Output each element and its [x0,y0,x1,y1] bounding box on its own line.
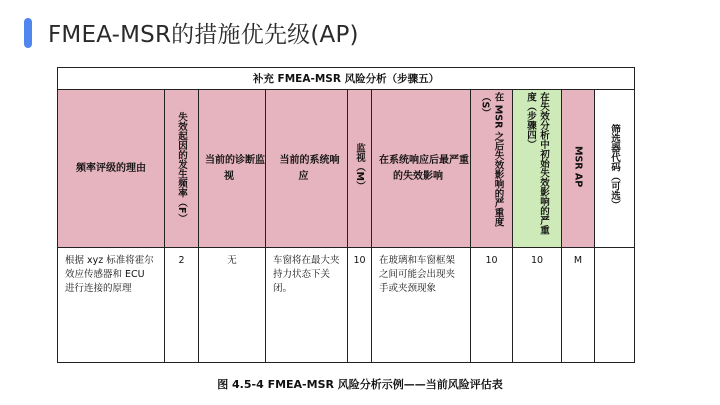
cell-monitoring: 10 [348,248,372,363]
cell-diagnostic: 无 [199,248,266,363]
header-response: 当前的系统响应 [266,90,348,248]
title-accent-bar [24,18,32,48]
header-severity-original: 在失效分析中初始失效影响的严重度（步骤四） [513,90,562,248]
cell-reason: 根据 xyz 标准将霍尔效应传感器和 ECU 进行连接的原理 [58,248,165,363]
header-ap: MSR AP [562,90,595,248]
header-monitoring: 监视（M） [348,90,372,248]
cell-response: 车窗将在最大夹持力状态下关闭。 [266,248,348,363]
cell-occurrence: 2 [165,248,199,363]
fmea-msr-table [57,67,635,363]
figure-caption: 图 4.5-4 FMEA-MSR 风险分析示例——当前风险评估表 [217,378,503,391]
table-header-row [58,90,635,248]
table-banner: 补充 FMEA-MSR 风险分析（步骤五） [58,68,635,90]
cell-most-severe: 在玻璃和车窗框架之间可能会出现夹手或夹颈现象 [372,248,471,363]
cell-filter [595,248,635,363]
header-diagnostic: 当前的诊断监视 [199,90,266,248]
cell-ap: M [562,248,595,363]
cell-severity-after: 10 [471,248,513,363]
slide-title: FMEA-MSR的措施优先级(AP) [48,22,359,48]
header-occurrence: 失效起因的发生频率（F） [165,90,199,248]
header-most-severe: 在系统响应后最严重的失效影响 [372,90,471,248]
table-row [58,248,635,363]
cell-severity-original: 10 [513,248,562,363]
header-severity-after: 在 MSR 之后失效影响的严重度（S） [471,90,513,248]
header-reason: 频率评级的理由 [58,90,165,248]
header-filter: 筛选器代码（可选） [595,90,635,248]
